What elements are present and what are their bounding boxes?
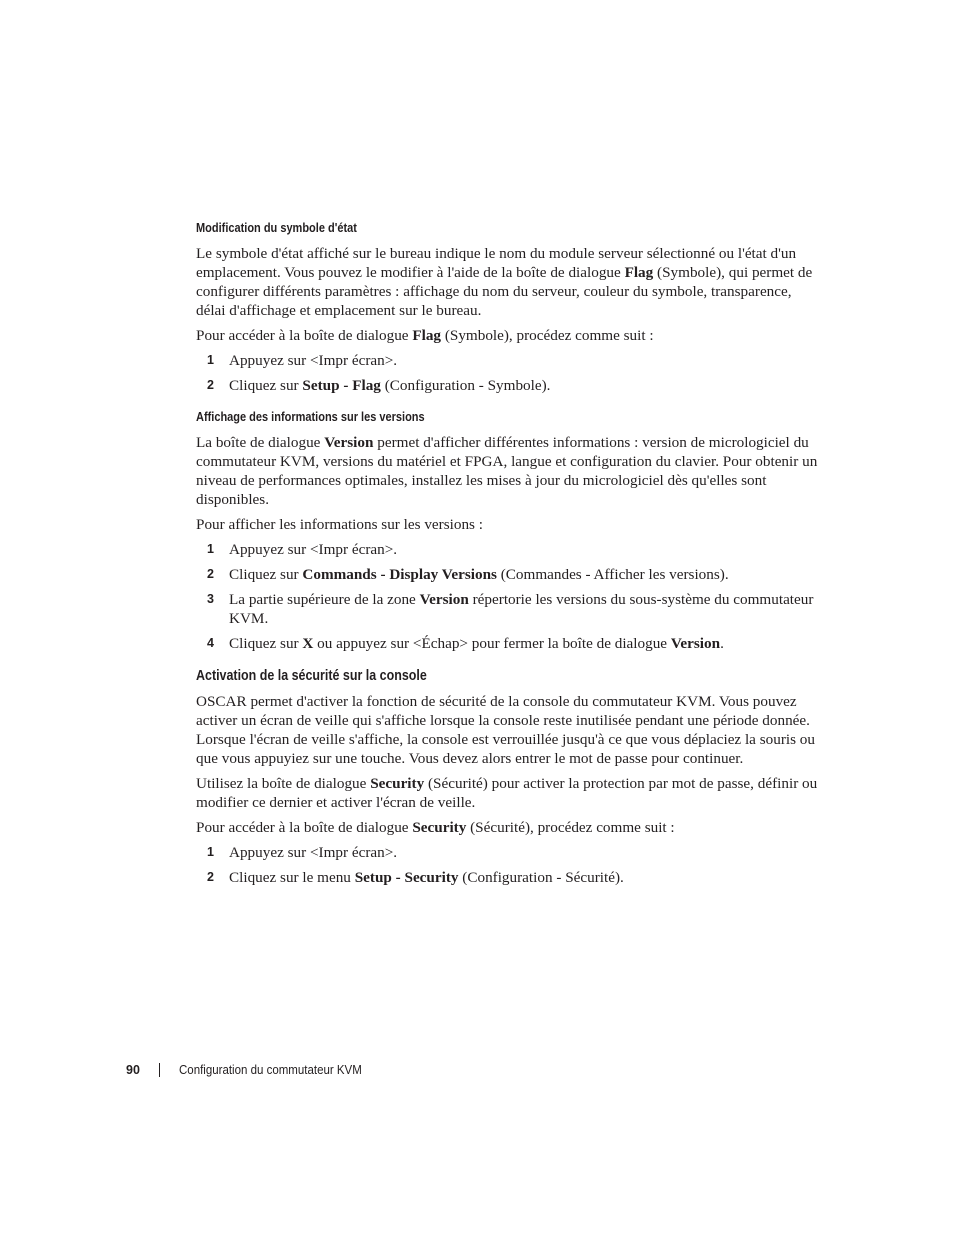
text-run: Utilisez la boîte de dialogue (196, 775, 371, 792)
step-number: 2 (207, 870, 214, 884)
text-run: Appuyez sur <Impr écran>. (229, 844, 398, 861)
text-run: Cliquez sur le menu (229, 869, 355, 886)
page-number: 90 (126, 1063, 140, 1077)
text-run: (Sécurité) pour activer la protection par mot de passe, définir ou modifier ce dernier et activer l'écran de veille. (196, 775, 818, 811)
paragraph (196, 774, 818, 812)
text-run: Cliquez sur (229, 635, 303, 652)
step-item (196, 376, 818, 395)
bold-term: X (302, 635, 314, 652)
step-number: 3 (207, 592, 214, 606)
text-run: OSCAR permet d'activer la fonction de sécurité de la console du commutateur KVM. Vous pouvez activer un écran de veille qui s'affiche lorsque la console reste inutilisée pendant une période donnée. Lorsque l'écran de veille s'affiche, la console est verrouillée jusqu'à ce que vous déplaciez la souris ou que vous appuyiez sur une touche. Vous devez alors entrer le mot de passe pour continuer. (196, 693, 815, 767)
paragraph (196, 515, 818, 534)
paragraph (196, 244, 818, 320)
text-run: Cliquez sur (229, 377, 303, 394)
text-run: . (720, 635, 724, 652)
text-run: (Configuration - Sécurité). (458, 869, 624, 886)
text-run: La boîte de dialogue (196, 434, 325, 451)
step-item (196, 843, 818, 862)
steps-list (196, 843, 818, 887)
text-run: (Symbole), qui permet de configurer différents paramètres : affichage du nom du serveur, couleur du symbole, transparence, délai d'affichage et emplacement sur le bureau. (196, 264, 813, 319)
paragraph (196, 818, 818, 837)
bold-term: Flag (412, 327, 442, 344)
text-run: La partie supérieure de la zone (229, 591, 420, 608)
page-content (196, 220, 818, 893)
bold-term: Setup - Security (354, 869, 459, 886)
text-run: permet d'afficher différentes informations : version de micrologiciel du commutateur KVM, versions du matériel et FPGA, langue et configuration du clavier. Pour obtenir un niveau de performances optimales, installez les mises à jour du micrologiciel dès qu'elles sont disponibles. (196, 434, 818, 508)
section-heading-security: Activation de la sécurité sur la console (196, 668, 427, 684)
text-run: répertorie les versions du sous-système du commutateur KVM. (229, 591, 814, 627)
step-number: 1 (207, 353, 214, 367)
bold-term: Commands - Display Versions (302, 566, 497, 583)
step-number: 2 (207, 378, 214, 392)
step-number: 4 (207, 636, 214, 650)
bold-term: Security (412, 819, 467, 836)
text-run: Cliquez sur (229, 566, 303, 583)
text-run: (Commandes - Afficher les versions). (496, 566, 729, 583)
step-item (196, 868, 818, 887)
step-number: 2 (207, 567, 214, 581)
text-run: Pour accéder à la boîte de dialogue (196, 819, 413, 836)
section-heading-flag: Modification du symbole d'état (196, 221, 357, 235)
text-run: Appuyez sur <Impr écran>. (229, 541, 398, 558)
step-item (196, 351, 818, 370)
text-run: (Sécurité), procédez comme suit : (466, 819, 675, 836)
text-run: Appuyez sur <Impr écran>. (229, 352, 398, 369)
bold-term: Security (370, 775, 425, 792)
text-run: Le symbole d'état affiché sur le bureau indique le nom du module serveur sélectionné ou l'état d'un emplacement. Vous pouvez le modifier à l'aide de la boîte de dialogue (196, 245, 797, 281)
text-run: Pour afficher les informations sur les versions : (196, 516, 483, 533)
text-run: Pour accéder à la boîte de dialogue (196, 327, 413, 344)
footer-separator (159, 1063, 160, 1077)
chapter-title: Configuration du commutateur KVM (179, 1063, 362, 1077)
step-number: 1 (207, 845, 214, 859)
text-run: ou appuyez sur <Échap> pour fermer la boîte de dialogue (313, 635, 671, 652)
step-item (196, 634, 818, 653)
paragraph (196, 692, 818, 768)
bold-term: Version (670, 635, 721, 652)
step-item (196, 540, 818, 559)
section-heading-versions: Affichage des informations sur les versions (196, 410, 425, 424)
bold-term: Setup - Flag (302, 377, 381, 394)
steps-list (196, 351, 818, 395)
step-number: 1 (207, 542, 214, 556)
step-item (196, 590, 818, 628)
paragraph (196, 326, 818, 345)
bold-term: Flag (624, 264, 654, 281)
steps-list (196, 540, 818, 653)
text-run: (Configuration - Symbole). (380, 377, 551, 394)
paragraph (196, 433, 818, 509)
bold-term: Version (419, 591, 469, 608)
bold-term: Version (324, 434, 374, 451)
step-item (196, 565, 818, 584)
text-run: (Symbole), procédez comme suit : (441, 327, 654, 344)
